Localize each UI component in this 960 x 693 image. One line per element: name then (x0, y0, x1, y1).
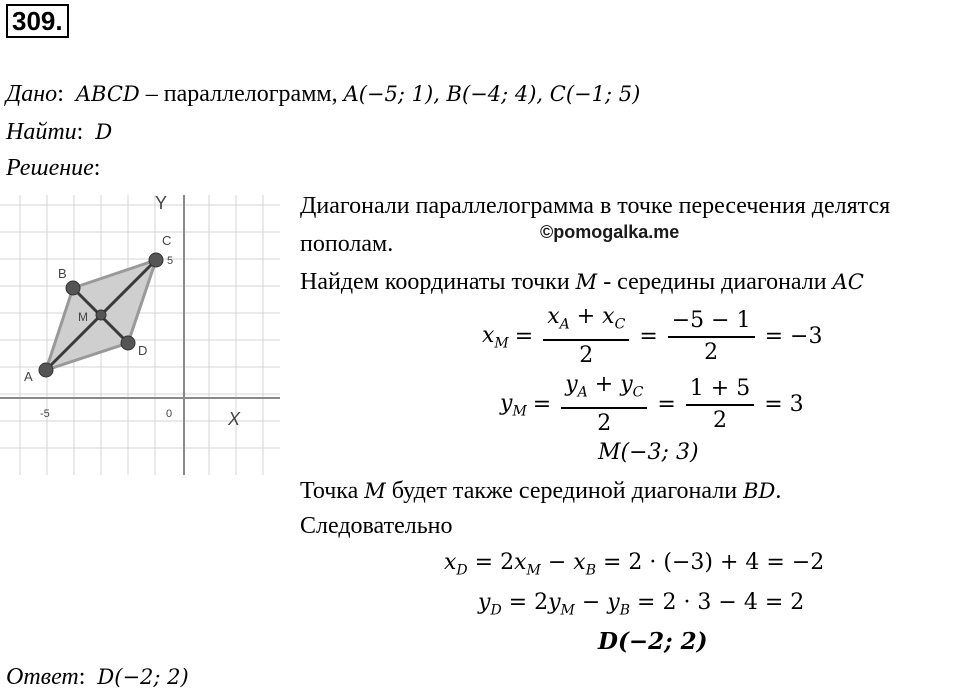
tick-0: 0 (166, 408, 173, 420)
given-line: Дано: ABCD – параллелограмм, A(−5; 1), B(−4; 4), C(−1; 5) (6, 81, 641, 107)
text-diagonals-2: пополам. (300, 231, 394, 257)
point-b (66, 281, 80, 295)
text-find-m: Найдем координаты точки M - середины диагонали AC (300, 269, 864, 295)
label-c: C (162, 233, 172, 248)
tick-neg5: -5 (40, 408, 50, 420)
answer-line: Ответ: D(−2; 2) (6, 664, 189, 690)
given-label: Дано (6, 81, 58, 107)
equation-yd: $y_D = 2y_M - y_B = 2 \cdot 3 - 4 = 2$ (478, 590, 805, 619)
find-line: Найти: D (6, 119, 113, 145)
find-value: D (95, 120, 113, 144)
point-d (121, 336, 135, 350)
point-m (96, 310, 106, 320)
tick-5: 5 (167, 255, 174, 267)
equation-ym: $y_M$ = $\frac{y_A + y_C}{2}$ = $\frac{1 + 5}{2}$ = 3 (500, 372, 804, 437)
equation-xd: $x_D = 2x_M - x_B = 2 \cdot (-3) + 4 = -2$ (444, 550, 825, 579)
axis-label-y: Y (155, 193, 168, 213)
label-m: M (78, 310, 88, 324)
point-c (149, 253, 163, 267)
answer-value: D(−2; 2) (97, 665, 189, 689)
equation-xm: $x_M$ = $\frac{x_A + x_C}{2}$ = $\frac{-5 - 1}{2}$ = −3 (482, 304, 823, 369)
watermark: ©pomogalka.me (540, 222, 680, 242)
coordinate-graph (0, 185, 285, 480)
problem-number: 309. (6, 4, 69, 38)
text-diagonals-1: Диагонали параллелограмма в точке пересечения делятся (300, 193, 891, 219)
label-a: A (24, 369, 33, 384)
label-b: B (58, 266, 67, 281)
answer-label: Ответ (6, 664, 79, 690)
text-therefore: Следовательно (300, 513, 453, 539)
text-m-middle-bd: Точка M будет также серединой диагонали BD. (300, 478, 782, 504)
grid (0, 195, 280, 475)
find-label: Найти (6, 119, 77, 145)
given-points: A(−5; 1), B(−4; 4), C(−1; 5) (343, 82, 641, 106)
given-figure: ABCD (75, 82, 140, 106)
axis-label-x: X (228, 409, 241, 429)
solution-label: Решение (6, 155, 94, 181)
solution-line: Решение: (6, 155, 101, 181)
label-d: D (138, 343, 148, 358)
point-a (39, 363, 53, 377)
given-text: параллелограмм, (163, 81, 344, 107)
m-point: M(−3; 3) (598, 440, 699, 465)
d-result: D(−2; 2) (598, 628, 708, 655)
